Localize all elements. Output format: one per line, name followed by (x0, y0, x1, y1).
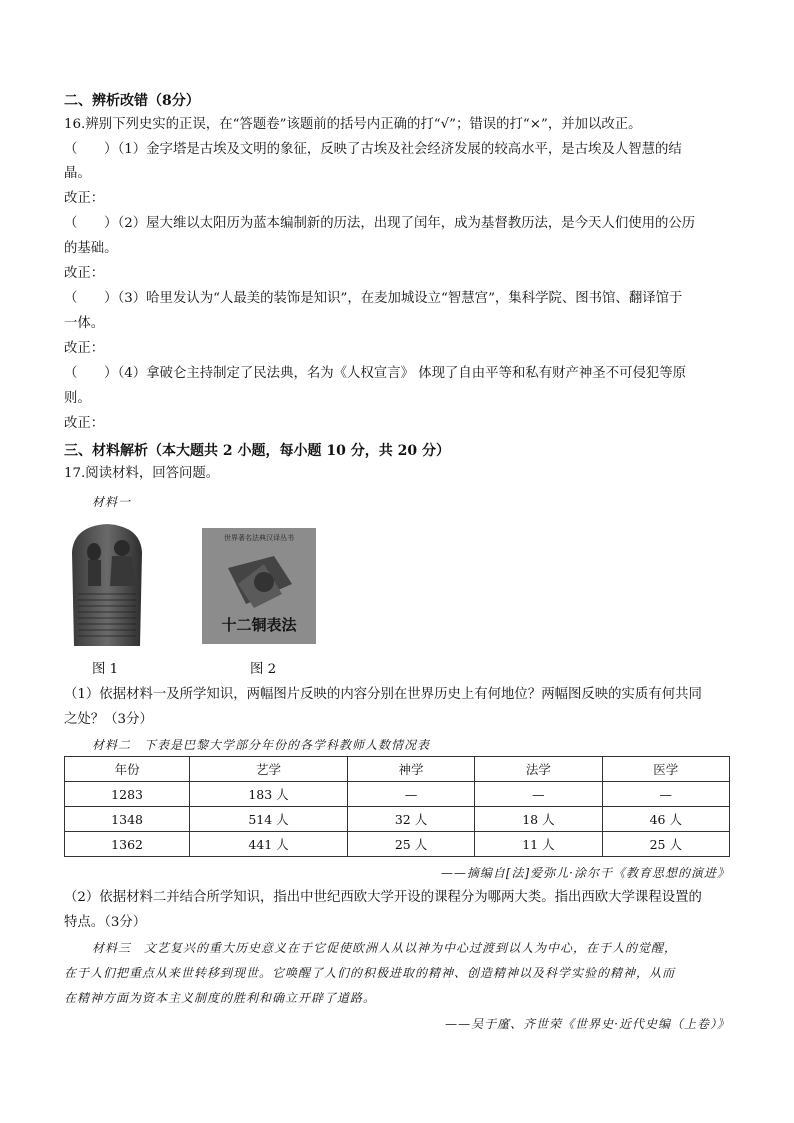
material3-line2: 在于人们把重点从来世转移到现世。它唤醒了人们的积极进取的精神、创造精神以及科学实验的精神，从而 (64, 966, 676, 980)
material2-intro: 材料二 下表是巴黎大学部分年份的各学科教师人数情况表 (92, 738, 431, 752)
table-cell: 18 人 (475, 807, 602, 832)
q16-item2-correction: 改正： (64, 266, 105, 281)
table-cell: 1283 (65, 782, 190, 807)
q16-item3-line2: 一体。 (64, 316, 105, 331)
fig2-book-cover (202, 528, 316, 644)
q16-item4-correction: 改正： (64, 416, 105, 431)
table-header: 艺学 (190, 757, 348, 782)
table-source: ——摘编自[法]爱弥儿·涂尔干《教育思想的演进》 (440, 866, 730, 880)
material3-source: ——吴于廑、齐世荣《世界史·近代史编（上卷）》 (445, 1017, 730, 1031)
table-cell: 1348 (65, 807, 190, 832)
table-cell: 46 人 (602, 807, 729, 832)
table-header: 法学 (475, 757, 602, 782)
q16-item4-line2: 则。 (64, 391, 91, 406)
q16-item2-line2: 的基础。 (64, 241, 118, 256)
fig2-banner: 世界著名法典汉译丛书 (224, 534, 294, 542)
table-row (65, 832, 730, 857)
table-cell: 25 人 (347, 832, 474, 857)
fig1-stele-image (68, 522, 146, 646)
q16-item3-correction: 改正： (64, 341, 105, 356)
table-cell: 11 人 (475, 832, 602, 857)
fig1-caption: 图 1 (92, 662, 119, 677)
table-row (65, 782, 730, 807)
fig2-emblem-image (224, 554, 296, 610)
q16-item1-line2: 晶。 (64, 166, 91, 181)
table-header: 医学 (602, 757, 729, 782)
q16-item3-line1: （ ）（3）哈里发认为“人最美的装饰是知识”，在麦加城设立“智慧宫”，集科学院、图书馆、翻译馆于 (64, 291, 683, 306)
fig2-title: 十二铜表法 (221, 616, 297, 634)
material1-label: 材料一 (92, 495, 132, 509)
table-cell: — (602, 782, 729, 807)
table-row (65, 807, 730, 832)
table-cell: 441 人 (190, 832, 348, 857)
section3-heading: 三、材料解析（本大题共 2 小题，每小题 10 分，共 20 分） (64, 443, 450, 459)
table-header-row (65, 757, 730, 782)
table-cell: 183 人 (190, 782, 348, 807)
table-header: 神学 (347, 757, 474, 782)
q16-item4-line1: （ ）（4）拿破仑主持制定了民法典，名为《人权宣言》 体现了自由平等和私有财产神圣不可侵犯等原 (64, 366, 687, 381)
material3-line3: 在精神方面为资本主义制度的胜利和确立开辟了道路。 (64, 991, 377, 1005)
q17-part1-line1: （1）依据材料一及所学知识，两幅图片反映的内容分别在世界历史上有何地位？两幅图反映的实质有何共同 (64, 687, 702, 702)
q16-item2-line1: （ ）（2）屋大维以太阳历为蓝本编制新的历法，出现了闰年，成为基督教历法，是今天人们使用的公历 (64, 216, 696, 231)
table-cell: 1362 (65, 832, 190, 857)
table-cell: — (347, 782, 474, 807)
q16-item1-line1: （ ）（1）金字塔是古埃及文明的象征，反映了古埃及社会经济发展的较高水平，是古埃及人智慧的结 (64, 142, 682, 157)
table-cell: 32 人 (347, 807, 474, 832)
faculty-table (64, 756, 730, 857)
table-header: 年份 (65, 757, 190, 782)
q17-part1-line2: 之处？（3分） (64, 712, 153, 727)
section2-heading: 二、辨析改错（8分） (64, 93, 200, 109)
q16-instruction: 16.辨别下列史实的正误，在“答题卷”该题前的括号内正确的打“√”；错误的打“×”，并加以改正。 (64, 117, 642, 132)
table-cell: 514 人 (190, 807, 348, 832)
table-cell: 25 人 (602, 832, 729, 857)
fig2-caption: 图 2 (250, 662, 277, 677)
table-cell: — (475, 782, 602, 807)
q16-item1-correction: 改正： (64, 191, 105, 206)
q17-instruction: 17.阅读材料，回答问题。 (64, 466, 220, 481)
q17-part2-line1: （2）依据材料二并结合所学知识，指出中世纪西欧大学开设的课程分为哪两大类。指出西欧大学课程设置的 (64, 890, 702, 905)
material3-line1: 材料三 文艺复兴的重大历史意义在于它促使欧洲人从以神为中心过渡到以人为中心，在于人的觉醒， (92, 941, 678, 955)
q17-part2-line2: 特点。（3分） (64, 915, 147, 930)
